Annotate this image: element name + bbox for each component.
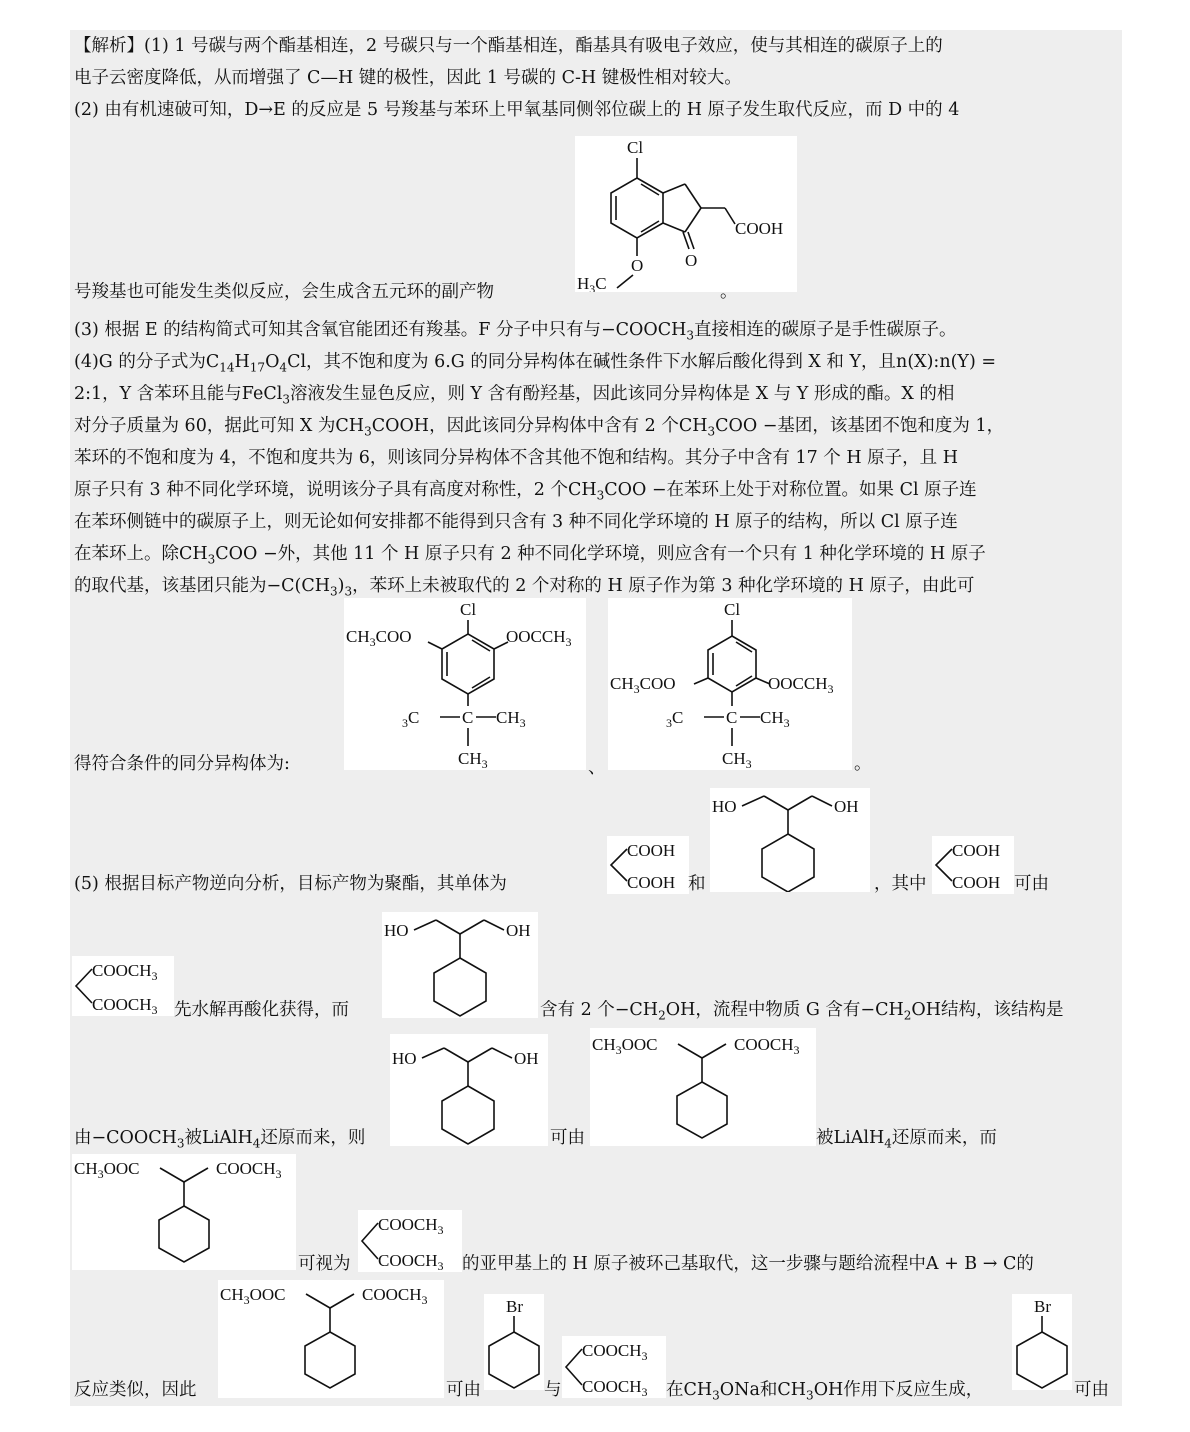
- isomer-structure-1: [344, 598, 586, 770]
- para5-can-from: 可由: [1014, 874, 1049, 894]
- cyclohexyl-malonate-structure-2: [72, 1154, 296, 1270]
- para5-line2a: 先水解再酸化获得，而: [174, 1000, 349, 1020]
- svg-text:CH3: $CH_3$: [760, 708, 790, 730]
- para5-line5e: 可由: [1074, 1380, 1109, 1400]
- svg-text:COOCH3: $COOCH_3$: [378, 1215, 444, 1237]
- para4-end: 。: [854, 754, 872, 774]
- malonic-acid-structure-1: [607, 836, 689, 894]
- cyclohexyl-diol-structure-2: [382, 912, 538, 1018]
- dimethyl-malonate-structure-3: [562, 1336, 666, 1398]
- svg-text:COOH: COOH: [627, 841, 676, 860]
- svg-text:Br: Br: [1034, 1297, 1051, 1316]
- svg-text:Cl: Cl: [724, 600, 741, 619]
- svg-text:Cl: Cl: [460, 600, 477, 619]
- svg-text:OH: OH: [514, 1049, 539, 1068]
- indanone-byproduct-structure: [575, 136, 797, 292]
- svg-text:CH3OOC: $CH_3OOC$: [74, 1159, 140, 1181]
- svg-text:COOCH3: $COOCH_3$: [734, 1035, 800, 1057]
- svg-text:CH3OOC: $CH_3OOC$: [592, 1035, 658, 1057]
- oocch3-right-label: $OOCCH_3$: [506, 627, 572, 649]
- malonic-acid-structure-2: [932, 836, 1014, 894]
- svg-text:HO: HO: [712, 797, 737, 816]
- svg-text:CH3: $CH_3$: [458, 749, 488, 770]
- para5-which: ，其中: [874, 874, 927, 894]
- dimethyl-malonate-structure-1: [72, 956, 174, 1016]
- svg-text:COOH: COOH: [952, 841, 1001, 860]
- svg-text:COOCH3: $COOCH_3$: [362, 1285, 428, 1307]
- cyclohexyl-diol-structure-1: [710, 788, 870, 892]
- cyclohexyl-malonate-structure-3: [218, 1280, 444, 1398]
- document-page: [70, 30, 1122, 1406]
- para4-line9: 得符合条件的同分异构体为:: [74, 754, 290, 774]
- para5-line5c: 与: [544, 1380, 562, 1400]
- svg-text:COOCH3: $COOCH_3$: [582, 1377, 648, 1398]
- para5-line4: 的亚甲基上的 H 原子被环己基取代，这一步骤与题给流程中A + B → C的: [462, 1254, 1034, 1274]
- ch3coo-left-label: $CH_3COO$: [346, 627, 412, 649]
- para2-line1: (2) 由有机速破可知，D→E 的反应是 5 号羧基与苯环上甲氧基同侧邻位碳上的 H 原子发生取代反应，而 D 中的 4: [74, 100, 960, 120]
- svg-text:3C: $_3$C: [666, 708, 684, 730]
- svg-text:CH3: $CH_3$: [496, 708, 526, 730]
- svg-text:COOH: COOH: [627, 873, 676, 892]
- para4-line4: 苯环的不饱和度为 4，不饱和度共为 6，则该同分异构体不含其他不饱和结构。其分子中含有 17 个 H 原子，且 H: [74, 448, 958, 468]
- para3-line: (3) 根据 E 的结构简式可知其含氧官能团还有羧基。F 分子中只有与$-COOCH_3$直接相连的碳原子是手性碳原子。: [74, 320, 957, 343]
- svg-text:COOCH3: $COOCH_3$: [216, 1159, 282, 1181]
- para5-line5a: 反应类似，因此: [74, 1380, 197, 1400]
- svg-text:COOH: COOH: [952, 873, 1001, 892]
- mol-ketone-o: O: [685, 251, 698, 270]
- para5-line3a: 由$-COOCH_3$被LiAlH$_4$还原而来，则: [74, 1128, 366, 1151]
- cyclohexyl-diol-structure-3: [390, 1034, 548, 1146]
- para4-line6: 在苯环侧链中的碳原子上，则无论如何安排都不能得到只含有 3 种不同化学环境的 H 原子的结构，所以 Cl 原子连: [74, 512, 958, 532]
- svg-text:CH3OOC: $CH_3OOC$: [220, 1285, 286, 1307]
- para5-line3c: 被LiAlH$_4$还原而来，而: [816, 1128, 997, 1151]
- svg-text:C: C: [462, 708, 474, 727]
- para4-line7: 在苯环上。除$CH_3COO$ −外，其他 11 个 H 原子只有 2 种不同化学环境，则应含有一个只有 1 种化学环境的 H 原子: [74, 544, 986, 567]
- mol-cooh-label: COOH: [735, 219, 784, 238]
- svg-text:Br: Br: [506, 1297, 523, 1316]
- mol-methyl-label: $H_3C$: [577, 274, 607, 292]
- para5-and: 和: [688, 874, 706, 894]
- dimethyl-malonate-structure-2: [358, 1210, 462, 1272]
- para1-line1: 【解析】(1) 1 号碳与两个酯基相连，2 号碳只与一个酯基相连，酯基具有吸电子效应，使与其相连的碳原子上的: [74, 36, 943, 56]
- para5-line2b: 含有 2 个$-CH_2OH$，流程中物质 G 含有$-CH_2OH$结构，该结构是: [540, 1000, 1064, 1023]
- para4-line3: 对分子质量为 60，据此可知 X 为$CH_3COOH$，因此该同分异构体中含有 2 个$CH_3COO$ −基团，该基团不饱和度为 1，: [74, 416, 1005, 439]
- svg-text:C: C: [726, 708, 738, 727]
- svg-text:COOCH3: $COOCH_3$: [92, 961, 158, 983]
- para4-line5: 原子只有 3 种不同化学环境，说明该分子具有高度对称性，2 个$CH_3COO$ −在苯环上处于对称位置。如果 Cl 原子连: [74, 480, 977, 503]
- para5-line3b: 可由: [550, 1128, 585, 1148]
- para2-line2: 号羧基也可能发生类似反应，会生成含五元环的副产物 。: [74, 282, 738, 302]
- mol-cl-label: Cl: [627, 138, 644, 157]
- para4-line2: 2:1，Y 含苯环且能与FeCl$_3$溶液发生显色反应，则 Y 含有酚羟基，因此该同分异构体是 X 与 Y 形成的酯。X 的相: [74, 384, 955, 407]
- para5-line1: (5) 根据目标产物逆向分析，目标产物为聚酯，其单体为: [74, 874, 507, 894]
- bromocyclohexane-structure-2: [1012, 1294, 1072, 1390]
- bromocyclohexane-structure-1: [484, 1294, 544, 1390]
- para1-line2: 电子云密度降低，从而增强了 C—H 键的极性，因此 1 号碳的 C-H 键极性相对较大。: [74, 68, 742, 88]
- isomer-separator: 、: [588, 758, 606, 778]
- para5-line5d: 在$CH_3ONa$和$CH_3OH$作用下反应生成，: [666, 1380, 984, 1403]
- svg-text:OH: OH: [506, 921, 531, 940]
- isomer-structure-2: [608, 598, 852, 770]
- mol-ether-o: O: [631, 256, 644, 275]
- para5-line5b: 可由: [446, 1380, 481, 1400]
- svg-text:HO: HO: [384, 921, 409, 940]
- svg-text:OH: OH: [834, 797, 859, 816]
- para4-line1: (4)G 的分子式为$C_{14}H_{17}O_4Cl$，其不饱和度为 6.G 的同分异构体在碱性条件下水解后酸化得到 X 和 Y，且n(X):n(Y) =: [74, 352, 997, 375]
- svg-text:OOCCH3: $OOCCH_3$: [768, 674, 834, 696]
- cyclohexyl-malonate-structure-1: [590, 1028, 816, 1146]
- svg-text:CH3COO: $CH_3COO$: [610, 674, 676, 696]
- svg-text:COOCH3: $COOCH_3$: [582, 1341, 648, 1363]
- para4-line8: 的取代基，该基团只能为$-C(CH_3)_3$，苯环上未被取代的 2 个对称的 H 原子作为第 3 种化学环境的 H 原子，由此可: [74, 576, 975, 599]
- svg-text:CH3: $CH_3$: [722, 749, 752, 770]
- svg-text:3C: $_3$C: [402, 708, 420, 730]
- svg-text:COOCH3: $COOCH_3$: [378, 1251, 444, 1272]
- svg-text:HO: HO: [392, 1049, 417, 1068]
- para5-consider-as: 可视为: [298, 1254, 351, 1274]
- svg-text:COOCH3: $COOCH_3$: [92, 995, 158, 1016]
